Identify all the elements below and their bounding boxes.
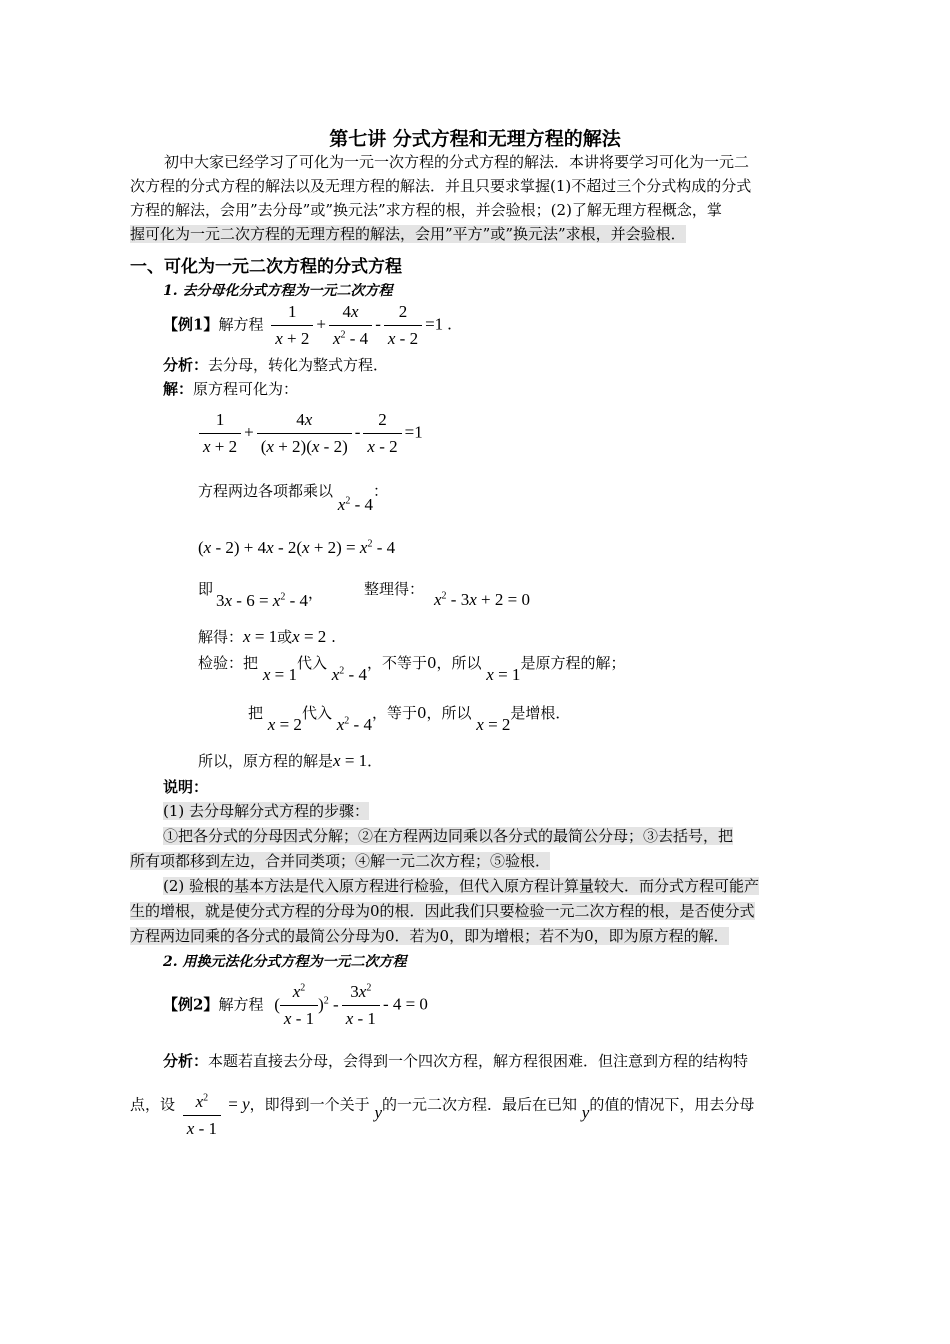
notes-label: 说明：: [163, 778, 209, 796]
example-2-analysis-line-2: 点，设 $\frac{x^2}{x - 1}$ = y，即得到一个关于 y的一元二次方程．最后在已知 y的值的情况下，用去分母: [130, 1092, 755, 1138]
note-1-title: (1) 去分母解分式方程的步骤：: [163, 802, 370, 820]
page-title: 第七讲 分式方程和无理方程的解法: [329, 128, 621, 150]
intro-line-1: 初中大家已经学习了可化为一元一次方程的分式方程的解法．本讲将要学习可化为一元二: [164, 153, 750, 171]
example-2-text: 解方程: [218, 995, 264, 1014]
ba-text: 把: [243, 654, 259, 672]
is-zero-text: ，等于0，所以: [371, 704, 472, 722]
multiply-line: 方程两边各项都乘以 $x^2 - 4$：: [198, 482, 389, 514]
daiuru-text: 代入: [296, 654, 327, 672]
analysis-label: 分析：: [163, 356, 209, 374]
conclusion-line: 所以，原方程的解是x = 1．: [198, 751, 383, 770]
example-1: 【例1】解方程 $\frac{1}{x + 2}$ + $\frac{4x}{x^2 - 4}$ - $\frac{2}{x - 2}$ =1 .: [163, 302, 452, 348]
solution-intro: 原方程可化为：: [193, 380, 299, 398]
solutions-line: 解得：x = 1或x = 2 .: [198, 627, 336, 646]
fraction: $\frac{2}{x - 2}$: [384, 302, 422, 349]
subsection-heading-1: 1. 去分母化分式方程为一元二次方程: [163, 283, 393, 299]
analysis-text-b: ，即得到一个关于: [249, 1095, 370, 1114]
analysis-text-a: 点，设: [130, 1095, 176, 1114]
check-line-2: 把 x = 2代入 $x^2 - 4$，等于0，所以 x = 2是增根．: [248, 704, 571, 734]
section-heading-1: 一、可化为一元二次方程的分式方程: [130, 257, 402, 277]
analysis-text-d: 的值的情况下，用去分母: [589, 1095, 755, 1114]
analysis-text: 去分母，转化为整式方程．: [208, 356, 389, 374]
equation-step-4: $x^2 - 3x + 2 = 0$: [434, 590, 530, 609]
ji-label: 即: [198, 580, 214, 598]
intro-line-4: 握可化为一元二次方程的无理方程的解法，会用”平方”或”换元法”求根，并会验根．: [130, 225, 686, 243]
example-1-solution: [163, 378, 298, 399]
analysis-label: 分析：: [163, 1052, 209, 1070]
equation-step-2: $(x - 2) + 4x - 2(x + 2) = x^2 - 4$: [198, 538, 396, 557]
intro-line-2: 次方程的分式方程的解法以及无理方程的解法．并且只要求掌握(1)不超过三个分式构成的分式: [130, 177, 752, 195]
is-extraneous-text: 是增根．: [510, 704, 571, 722]
fraction: $\frac{1}{x + 2}$: [271, 302, 313, 349]
subsection-heading-2: 2. 用换元法化分式方程为一元二次方程: [163, 954, 407, 970]
check-label: 检验：: [198, 654, 244, 672]
not-zero-text: ，不等于0，所以: [366, 654, 482, 672]
fraction: $\frac{4x}{x^2 - 4}$: [329, 302, 372, 349]
is-root-text: 是原方程的解；: [520, 654, 626, 672]
example-1-analysis: [163, 354, 388, 375]
ba-text: 把: [248, 704, 264, 722]
example-2: 【例2】解方程 ( $\frac{x^2}{x - 1}$ )$^2$ - $\frac{3x^2}{x - 1}$ - 4 = 0: [163, 982, 428, 1028]
example-2-analysis-line-1: [163, 1050, 748, 1071]
multiply-text: 方程两边各项都乘以: [198, 482, 334, 500]
zhengli-label: 整理得：: [364, 580, 425, 598]
equation-step-3-expr: $3x - 6 = x^2 - 4$，: [216, 584, 324, 610]
conclusion-text: 所以，原方程的解是: [198, 752, 334, 770]
note-2-line-1: (2) 验根的基本方法是代入原方程进行检验，但代入原方程计算量较大．而分式方程可能产: [163, 877, 760, 895]
equation-step-1: $\frac{1}{x + 2}$ + $\frac{4x}{(x + 2)(x - 2)}$ - $\frac{2}{x - 2}$ =1: [196, 410, 423, 457]
daiuru-text: 代入: [301, 704, 332, 722]
example-1-text: 解方程: [218, 315, 264, 334]
or-text: 或: [277, 628, 293, 646]
note-1-line-1: ①把各分式的分母因式分解；②在方程两边同乘以各分式的最简公分母；③去括号，把: [163, 827, 734, 845]
check-line-1: 检验：把 x = 1代入 $x^2 - 4$，不等于0，所以 x = 1是原方程的解；: [198, 654, 626, 684]
solution-label: 解：: [163, 380, 194, 398]
note-2-line-3: 方程两边同乘的各分式的最简公分母为0．若为0，即为增根；若不为0，即为原方程的解．: [130, 927, 729, 945]
example-1-label: 【例1】: [163, 315, 219, 334]
analysis-text: 本题若直接去分母，会得到一个四次方程，解方程很困难．但注意到方程的结构特: [208, 1052, 749, 1070]
equation-step-3: [198, 578, 213, 599]
note-1-line-2: 所有项都移到左边，合并同类项；④解一元二次方程；⑤验根．: [130, 852, 551, 870]
intro-line-3: 方程的解法，会用”去分母”或”换元法”求方程的根，并会验根；(2)了解无理方程概念，掌: [130, 201, 722, 219]
note-2-line-2: 生的增根，就是使分式方程的分母为0的根．因此我们只要检验一元二次方程的根，是否使分式: [130, 902, 755, 920]
analysis-text-c: 的一元二次方程．最后在已知: [382, 1095, 578, 1114]
example-2-label: 【例2】: [163, 995, 219, 1014]
jiede-label: 解得：: [198, 628, 244, 646]
